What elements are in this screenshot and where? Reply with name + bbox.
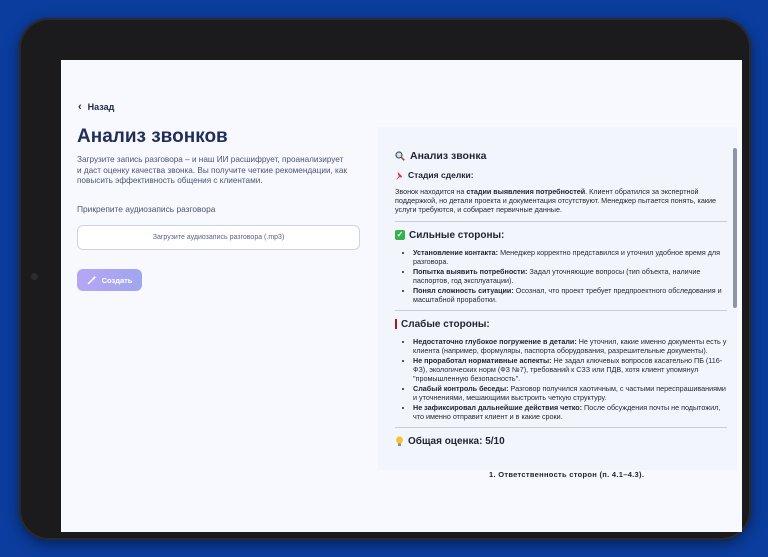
divider — [395, 427, 727, 428]
create-button-label: Создать — [101, 275, 133, 285]
check-mark-icon: ✓ — [396, 230, 404, 239]
weaknesses-heading-text: Слабые стороны: — [401, 318, 490, 330]
list-item — [413, 267, 727, 285]
score-heading-text: Общая оценка: 5/10 — [408, 436, 505, 447]
back-label: Назад — [87, 102, 115, 112]
page-title: Анализ звонков — [77, 126, 228, 147]
strengths-heading — [395, 230, 727, 240]
item-text: Задал уточняющие вопросы (тип объекта, наличие паспортов, год эксплуатации). — [413, 267, 701, 285]
weaknesses-heading — [395, 319, 727, 329]
magic-wand-icon — [87, 275, 97, 285]
stage-paragraph — [395, 187, 727, 214]
camera-dot — [31, 273, 38, 280]
list-item — [413, 384, 727, 402]
analysis-panel[interactable] — [378, 127, 737, 470]
item-text: Не уточнил, какие именно документы есть у клиента (например, формуляры, паспорта оборудования, разрешительные документы). — [413, 337, 727, 355]
item-text: Разговор получился хаотичным, с частыми переспрашиваниями и уточнениями, мешающими выстроить четкую структуру. — [413, 384, 726, 402]
strengths-heading-text: Сильные стороны: — [409, 229, 505, 241]
stage-prefix: Звонок находится на — [395, 187, 467, 196]
analysis-content — [395, 151, 727, 455]
divider — [395, 221, 727, 222]
analysis-heading — [395, 151, 727, 161]
item-bold: Понял сложность ситуации: — [413, 286, 514, 295]
weaknesses-list — [395, 337, 727, 421]
list-item — [413, 337, 727, 355]
item-bold: Слабый контроль беседы: — [413, 384, 509, 393]
stage-heading — [395, 171, 727, 180]
item-text: Осознал, что проект требует предпроектного обследования и масштабной проработки. — [413, 286, 722, 304]
score-heading — [395, 436, 727, 447]
chevron-left-icon: ‹ — [78, 101, 82, 113]
tablet-frame — [19, 18, 751, 540]
upload-placeholder: Загрузите аудиозапись разговора (.mp3) — [152, 234, 285, 241]
item-bold: Попытка выявить потребности: — [413, 267, 528, 276]
create-button[interactable] — [77, 269, 142, 291]
overflow-text: 1. Ответственность сторон (п. 4.1–4.3). — [489, 470, 645, 479]
item-bold: Не зафиксировал дальнейшие действия четко: — [413, 403, 583, 412]
item-text: Менеджер корректно представился и уточнил удобное время для разговора. — [413, 248, 720, 266]
list-item — [413, 286, 727, 304]
list-item — [413, 248, 727, 266]
strengths-list — [395, 248, 727, 304]
item-text: После обсуждения почты не подытожил, что именно отправит клиент и в какие сроки. — [413, 403, 721, 421]
magnifier-icon — [395, 151, 405, 161]
item-text: Не задал ключевых вопросов касательно ПБ (116-ФЗ), экологических норм (ФЗ №7), требований к СЗЗ или ПДВ, хотя клиент упомянул "промышленную безопасность". — [413, 356, 723, 383]
list-item — [413, 403, 727, 421]
item-bold: Не проработал нормативные аспекты: — [413, 356, 552, 365]
back-link[interactable] — [78, 101, 114, 113]
panel-scrollbar[interactable] — [733, 148, 737, 308]
pushpin-icon — [395, 171, 404, 180]
analysis-heading-text: Анализ звонка — [410, 149, 487, 162]
list-item — [413, 356, 727, 383]
audio-upload-field[interactable] — [77, 225, 360, 250]
lightbulb-icon — [395, 436, 404, 447]
item-bold: Недостаточно глубокое погружение в детали: — [413, 337, 577, 346]
stage-rest: . Клиент обратился за экспертной поддержкой, но детали проекта и документация отсутствуют. Менеджер пытается понять, какие услуги требуются, и собирает первичные данные. — [395, 187, 717, 214]
red-marker-icon — [395, 319, 397, 329]
divider — [395, 310, 727, 311]
stage-bold: стадии выявления потребностей — [466, 187, 586, 196]
stage-heading-text: Стадия сделки: — [408, 170, 474, 180]
attach-label: Прикрепите аудиозапись разговора — [77, 204, 216, 214]
app-screen — [61, 60, 742, 532]
page-description: Загрузите запись разговора – и наш ИИ расшифрует, проанализирует и даст оценку качества звонка. Вы получите четкие рекомендации, как повысить эффективность общения с клиентами. — [77, 155, 347, 185]
item-bold: Установление контакта: — [413, 248, 499, 257]
